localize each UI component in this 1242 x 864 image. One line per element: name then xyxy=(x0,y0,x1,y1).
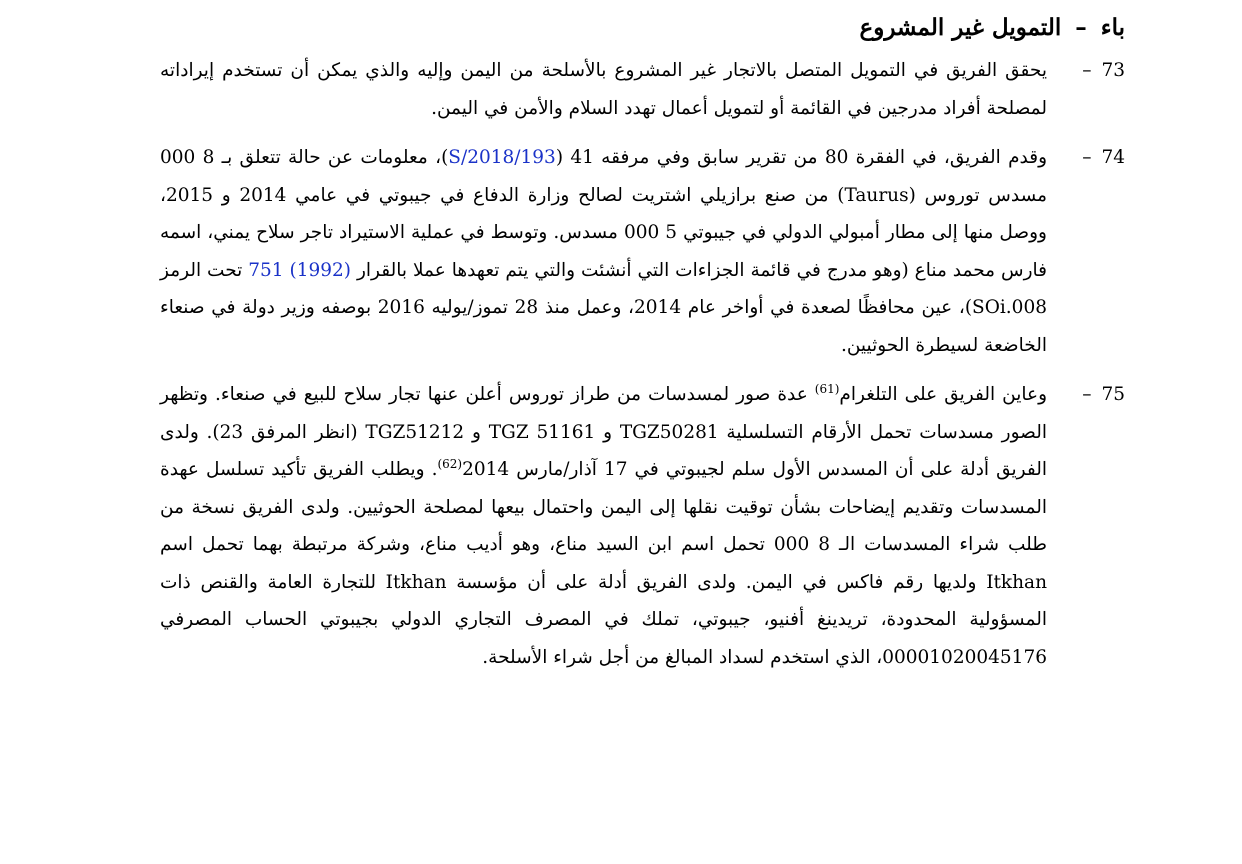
text-run: وعاين الفريق على التلغرام xyxy=(839,384,1047,405)
section-title: التمويل غير المشروع xyxy=(859,14,1062,41)
paragraph-dash: – xyxy=(1082,147,1092,168)
serial-number: TGZ50281 xyxy=(619,421,719,443)
paragraph-75 xyxy=(160,376,1125,676)
paragraph-text xyxy=(160,376,1047,676)
text-run: عدة صور لمسدسات من طراز توروس أعلن عنها تجار سلاح للبيع في صنعاء. وتظهر الصور مسدسات تحمل الأرقام التسلسلية xyxy=(160,384,1047,443)
paragraph-dash: – xyxy=(1082,384,1092,405)
text-run: ) من صنع برازيلي اشتريت لصالح وزارة الدفاع في جيبوتي في عامي 2014 و 2015، ووصل منها إلى مطار أمبولي الدولي في جيبوتي 5 000 مسدس. وتوسط في عملية الاستيراد تاجر سلاح يمني، اسمه فارس محمد مناع (وهو مدرج في قائمة الجزاءات التي أنشئت والتي يتم تعهدها عملا بالقرار xyxy=(160,184,1047,281)
company-name: Itkhan xyxy=(986,571,1047,593)
document-page xyxy=(160,8,1125,688)
paragraph-head xyxy=(1082,52,1125,90)
serial-number: TGZ 51161 xyxy=(488,421,596,443)
text-run: للتجارة العامة والقنص ذات المسؤولية المحدودة، تريدينغ أفنيو، جيبوتي، تملك في المصرف التجاري الدولي بجيبوتي الحساب المصرفي xyxy=(160,571,1047,630)
company-name: Itkhan xyxy=(385,571,447,593)
text-run: و xyxy=(595,421,620,443)
paragraph-dash: – xyxy=(1082,60,1092,81)
text-run: ولديها رقم فاكس في اليمن. ولدى الفريق أدلة على أن مؤسسة xyxy=(446,571,987,593)
paragraph-number: 74 xyxy=(1101,147,1125,168)
document-link-s-2018-193[interactable]: S/2018/193 xyxy=(448,147,556,168)
text-run: ، الذي استخدم لسداد المبالغ من أجل شراء الأسلحة. xyxy=(482,646,883,668)
paragraph-text: يحقق الفريق في التمويل المتصل بالاتجار غير المشروع بالأسلحة من اليمن وإليه والذي يمكن أن تستخدم إيراداته لمصلحة أفراد مدرجين في القائمة أو لتمويل أعمال تهدد السلام والأمن في اليمن. xyxy=(160,60,1047,119)
sanctions-code: SOi.008 xyxy=(972,297,1047,318)
footnote-ref-62[interactable]: (62) xyxy=(437,456,463,471)
brand-name: Taurus xyxy=(844,184,909,206)
paragraph-head xyxy=(1082,376,1125,414)
paragraph-number: 73 xyxy=(1101,60,1125,81)
paragraph-head xyxy=(1082,139,1125,177)
text-run: (انظر المرفق 23). ولدى الفريق أدلة على أن المسدس الأول سلم لجيبوتي في 17 آذار/مارس 2014 xyxy=(160,421,1047,480)
paragraph-74 xyxy=(160,139,1125,364)
paragraph-number: 75 xyxy=(1101,384,1125,405)
section-letter: باء xyxy=(1100,14,1125,41)
bank-account-number: 00001020045176 xyxy=(882,646,1047,668)
text-run: وقدم الفريق، في الفقرة 80 من تقرير سابق وفي مرفقه 41 ( xyxy=(555,147,1048,168)
text-run: )، معلومات عن حالة تتعلق بـ 8 000 مسدس توروس ( xyxy=(160,147,1048,206)
resolution-link-751[interactable]: 751 (1992) xyxy=(248,259,352,281)
text-run: تحت الرمز xyxy=(160,259,249,281)
section-heading xyxy=(160,8,1125,48)
paragraph-73 xyxy=(160,52,1125,127)
paragraph-text xyxy=(160,139,1047,364)
text-run: . ويطلب الفريق تأكيد تسلسل عهدة المسدسات وتقديم إيضاحات بشأن توقيت نقلها إلى اليمن واحتمال بيعها لمصلحة الحوثيين. ولدى الفريق نسخة من طلب شراء المسدسات الـ 8 000 تحمل اسم ابن السيد مناع، وهو أديب مناع، وشركة مرتبطة بهما تحمل اسم xyxy=(160,459,1047,555)
text-run: و xyxy=(464,421,489,443)
text-run: )، عين محافظًا لصعدة في أواخر عام 2014، وعمل منذ 28 تموز/يوليه 2016 بوصفه وزير دولة في صنعاء الخاضعة لسيطرة الحوثيين. xyxy=(160,297,1047,356)
section-dash: – xyxy=(1075,14,1087,41)
serial-number: TGZ51212 xyxy=(365,421,465,443)
footnote-ref-61[interactable]: (61) xyxy=(814,381,840,396)
